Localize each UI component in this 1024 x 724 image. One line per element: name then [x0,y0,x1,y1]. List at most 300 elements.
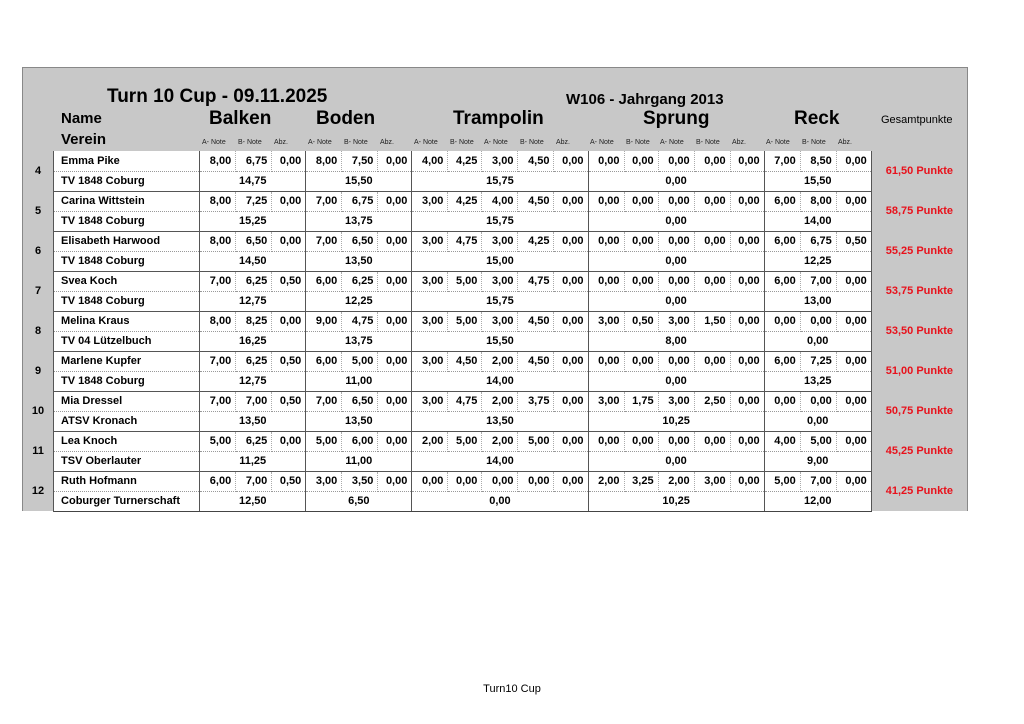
gymnast-club: TV 1848 Coburg [54,211,200,231]
score-cell: 4,50 [518,191,554,211]
apparatus-sum: 8,00 [588,331,764,351]
score-cell: 7,00 [200,391,236,411]
score-cell: 4,50 [448,351,482,371]
score-cell: 0,00 [836,271,871,291]
score-cell: 6,75 [800,231,836,251]
score-cell: 0,50 [272,351,306,371]
score-cell: 6,00 [764,231,800,251]
score-cell: 8,00 [800,191,836,211]
score-cell: 4,50 [518,311,554,331]
score-cell: 3,00 [482,311,518,331]
gymnast-row [23,431,968,451]
score-cell: 8,00 [200,231,236,251]
total-points: 58,75 Punkte [871,191,967,231]
score-cell: 0,00 [378,311,412,331]
score-cell: 8,00 [306,151,342,171]
score-cell: 0,00 [658,151,694,171]
score-cell: 5,00 [800,431,836,451]
score-cell: 3,00 [482,151,518,171]
score-cell: 6,00 [764,191,800,211]
subheader-balken-2: Abz. [274,139,289,146]
gymnast-row [23,311,968,331]
name-column-label: Name [61,110,102,127]
score-cell: 3,00 [482,231,518,251]
apparatus-sum: 14,50 [200,251,306,271]
gymnast-row [23,391,968,411]
score-cell: 0,00 [554,431,588,451]
results-table [22,151,968,512]
score-cell: 6,25 [236,351,272,371]
gymnast-club: Coburger Turnerschaft [54,491,200,511]
score-cell: 6,00 [306,351,342,371]
subheader-balken-1: B- Note [238,139,262,146]
score-cell: 7,00 [800,471,836,491]
score-cell: 7,00 [236,471,272,491]
total-points: 45,25 Punkte [871,431,967,471]
score-cell: 3,25 [624,471,658,491]
apparatus-sum: 15,50 [306,171,412,191]
score-cell: 0,00 [730,471,764,491]
score-cell: 0,00 [800,311,836,331]
rank-cell: 11 [23,431,54,471]
score-cell: 0,00 [694,271,730,291]
score-cell: 7,50 [342,151,378,171]
score-cell: 0,00 [836,311,871,331]
total-points: 53,50 Punkte [871,311,967,351]
score-cell: 0,00 [624,271,658,291]
score-cell: 0,00 [272,231,306,251]
score-cell: 3,00 [658,391,694,411]
score-cell: 0,00 [658,271,694,291]
score-cell: 0,00 [836,431,871,451]
gymnast-row [23,351,968,371]
score-cell: 0,00 [554,391,588,411]
score-cell: 0,00 [378,191,412,211]
subheader-sprung-1: B- Note [626,139,650,146]
gymnast-club: TV 1848 Coburg [54,251,200,271]
score-cell: 3,00 [412,391,448,411]
apparatus-sum: 16,25 [200,331,306,351]
score-cell: 0,50 [272,271,306,291]
apparatus-sprung: Sprung [643,108,710,129]
score-cell: 0,00 [554,311,588,331]
score-cell: 2,00 [482,351,518,371]
score-cell: 0,00 [624,191,658,211]
score-cell: 0,00 [730,431,764,451]
subheader-reck-2: Abz. [838,139,853,146]
score-cell: 4,75 [342,311,378,331]
score-cell: 0,00 [764,311,800,331]
score-cell: 3,00 [306,471,342,491]
total-points: 50,75 Punkte [871,391,967,431]
total-points: 51,00 Punkte [871,351,967,391]
gymnast-row [23,271,968,291]
score-cell: 5,00 [448,271,482,291]
score-cell: 0,00 [624,431,658,451]
score-cell: 0,00 [836,391,871,411]
gymnast-row-club [23,251,968,271]
gymnast-row-club [23,171,968,191]
score-cell: 0,50 [836,231,871,251]
rank-cell: 9 [23,351,54,391]
subheader-sprung-4: Abz. [732,139,747,146]
score-cell: 0,00 [658,351,694,371]
subheader-sprung-0: A- Note [590,139,614,146]
apparatus-sum: 0,00 [764,411,871,431]
apparatus-sum: 14,00 [412,371,588,391]
score-cell: 2,00 [658,471,694,491]
score-cell: 0,00 [764,391,800,411]
score-cell: 3,00 [588,311,624,331]
score-cell: 0,50 [272,471,306,491]
subheader-trampolin-4: Abz. [556,139,571,146]
score-cell: 0,00 [730,191,764,211]
total-points: 61,50 Punkte [871,151,967,191]
score-cell: 6,00 [306,271,342,291]
apparatus-sum: 14,75 [200,171,306,191]
rank-cell: 5 [23,191,54,231]
gymnast-club: TV 04 Lützelbuch [54,331,200,351]
score-cell: 0,00 [624,351,658,371]
score-cell: 3,75 [518,391,554,411]
gymnast-club: ATSV Kronach [54,411,200,431]
apparatus-sum: 0,00 [588,451,764,471]
score-cell: 7,25 [236,191,272,211]
score-cell: 4,25 [518,231,554,251]
score-cell: 0,00 [554,231,588,251]
score-cell: 0,00 [624,231,658,251]
score-cell: 0,00 [378,151,412,171]
gymnast-name: Carina Wittstein [54,191,200,211]
apparatus-sum: 0,00 [588,251,764,271]
apparatus-sum: 12,25 [306,291,412,311]
apparatus-sum: 13,75 [306,331,412,351]
gymnast-row [23,151,968,171]
apparatus-sum: 11,00 [306,371,412,391]
apparatus-sum: 14,00 [412,451,588,471]
gymnast-row [23,231,968,251]
subheader-sprung-3: B- Note [696,139,720,146]
score-cell: 7,00 [306,191,342,211]
score-cell: 7,00 [200,271,236,291]
score-cell: 0,00 [836,151,871,171]
score-cell: 6,25 [236,431,272,451]
score-cell: 0,00 [730,151,764,171]
apparatus-sum: 12,75 [200,291,306,311]
apparatus-sum: 0,00 [764,331,871,351]
total-points: 55,25 Punkte [871,231,967,271]
apparatus-sum: 15,75 [412,291,588,311]
score-cell: 4,00 [764,431,800,451]
score-cell: 4,75 [448,391,482,411]
results-sheet [22,67,968,512]
score-cell: 0,00 [448,471,482,491]
score-cell: 5,00 [306,431,342,451]
sheet-header [22,67,968,151]
score-cell: 3,00 [658,311,694,331]
score-cell: 2,00 [412,431,448,451]
score-cell: 5,00 [342,351,378,371]
score-cell: 0,00 [730,391,764,411]
apparatus-boden: Boden [316,108,376,129]
score-cell: 8,00 [200,311,236,331]
score-cell: 0,00 [588,271,624,291]
score-cell: 4,25 [448,191,482,211]
score-cell: 7,00 [200,351,236,371]
score-cell: 7,00 [306,391,342,411]
rank-cell: 7 [23,271,54,311]
score-cell: 1,50 [694,311,730,331]
apparatus-sum: 10,25 [588,491,764,511]
subheader-boden-1: B- Note [344,139,368,146]
score-cell: 0,00 [272,191,306,211]
score-cell: 3,50 [342,471,378,491]
rank-cell: 8 [23,311,54,351]
score-cell: 0,00 [554,191,588,211]
apparatus-sum: 15,50 [412,331,588,351]
score-cell: 0,00 [658,191,694,211]
score-cell: 0,00 [378,231,412,251]
score-cell: 6,00 [200,471,236,491]
score-cell: 0,00 [378,391,412,411]
score-cell: 6,50 [342,391,378,411]
gymnast-name: Mia Dressel [54,391,200,411]
score-cell: 0,00 [588,191,624,211]
gymnast-name: Svea Koch [54,271,200,291]
score-cell: 3,00 [588,391,624,411]
score-cell: 0,50 [624,311,658,331]
gymnast-name: Lea Knoch [54,431,200,451]
gymnast-name: Marlene Kupfer [54,351,200,371]
rank-cell: 4 [23,151,54,191]
rank-cell: 6 [23,231,54,271]
score-cell: 0,00 [272,311,306,331]
score-cell: 1,75 [624,391,658,411]
apparatus-trampolin: Trampolin [453,108,544,129]
subheader-trampolin-3: B- Note [520,139,544,146]
score-cell: 0,00 [836,471,871,491]
subheader-reck-1: B- Note [802,139,826,146]
score-cell: 4,75 [518,271,554,291]
score-cell: 5,00 [764,471,800,491]
page-footer: Turn10 Cup [483,683,541,695]
apparatus-sum: 0,00 [588,211,764,231]
total-points: 53,75 Punkte [871,271,967,311]
gymnast-name: Melina Kraus [54,311,200,331]
gymnast-club: TV 1848 Coburg [54,171,200,191]
score-cell: 0,00 [694,231,730,251]
score-cell: 5,00 [448,431,482,451]
page-title: Turn 10 Cup - 09.11.2025 [107,86,328,107]
apparatus-balken: Balken [209,108,272,129]
score-cell: 0,00 [588,151,624,171]
score-cell: 7,00 [306,231,342,251]
gymnast-row [23,191,968,211]
apparatus-sum: 9,00 [764,451,871,471]
apparatus-sum: 15,00 [412,251,588,271]
score-cell: 6,25 [342,271,378,291]
score-cell: 8,00 [200,151,236,171]
subheader-boden-0: A- Note [308,139,332,146]
score-cell: 4,75 [448,231,482,251]
apparatus-sum: 15,75 [412,171,588,191]
apparatus-sum: 13,50 [412,411,588,431]
score-cell: 0,00 [482,471,518,491]
score-cell: 5,00 [448,311,482,331]
score-cell: 0,00 [730,311,764,331]
score-cell: 8,25 [236,311,272,331]
score-cell: 4,00 [482,191,518,211]
score-cell: 0,00 [554,351,588,371]
score-cell: 8,00 [200,191,236,211]
score-cell: 0,00 [730,351,764,371]
score-cell: 3,00 [412,231,448,251]
apparatus-sum: 15,75 [412,211,588,231]
rank-cell: 12 [23,471,54,511]
gymnast-club: TV 1848 Coburg [54,371,200,391]
apparatus-sum: 13,75 [306,211,412,231]
gymnast-row-club [23,331,968,351]
subheader-trampolin-2: A- Note [484,139,508,146]
apparatus-sum: 12,25 [764,251,871,271]
apparatus-sum: 0,00 [412,491,588,511]
rank-cell: 10 [23,391,54,431]
score-cell: 0,00 [554,151,588,171]
score-cell: 0,00 [554,271,588,291]
gymnast-name: Emma Pike [54,151,200,171]
score-cell: 7,00 [236,391,272,411]
gymnast-row-club [23,491,968,511]
score-cell: 6,00 [764,271,800,291]
apparatus-sum: 0,00 [588,171,764,191]
score-cell: 7,00 [800,271,836,291]
score-cell: 3,00 [412,311,448,331]
apparatus-sum: 13,50 [200,411,306,431]
score-cell: 3,00 [694,471,730,491]
score-cell: 3,00 [482,271,518,291]
score-cell: 0,00 [836,351,871,371]
gymnast-row-club [23,451,968,471]
category-label: W106 - Jahrgang 2013 [566,91,724,108]
gymnast-row-club [23,411,968,431]
score-cell: 7,25 [800,351,836,371]
score-cell: 2,00 [482,431,518,451]
score-cell: 5,00 [518,431,554,451]
gymnast-name: Elisabeth Harwood [54,231,200,251]
score-cell: 4,25 [448,151,482,171]
apparatus-sum: 11,00 [306,451,412,471]
gymnast-row-club [23,371,968,391]
subheader-boden-2: Abz. [380,139,395,146]
score-cell: 0,00 [378,271,412,291]
apparatus-sum: 0,00 [588,371,764,391]
apparatus-sum: 15,50 [764,171,871,191]
apparatus-sum: 15,25 [200,211,306,231]
score-cell: 4,50 [518,351,554,371]
score-cell: 2,00 [588,471,624,491]
score-cell: 6,00 [342,431,378,451]
score-cell: 0,00 [412,471,448,491]
score-cell: 4,50 [518,151,554,171]
score-cell: 0,00 [378,431,412,451]
score-cell: 0,00 [694,431,730,451]
apparatus-sum: 13,50 [306,251,412,271]
score-cell: 0,00 [378,351,412,371]
score-cell: 0,00 [272,151,306,171]
score-cell: 6,75 [236,151,272,171]
score-cell: 0,00 [378,471,412,491]
gymnast-row-club [23,291,968,311]
score-cell: 0,00 [836,191,871,211]
score-cell: 6,50 [342,231,378,251]
score-cell: 6,50 [236,231,272,251]
score-cell: 0,00 [658,431,694,451]
score-cell: 6,00 [764,351,800,371]
subheader-sprung-2: A- Note [660,139,684,146]
score-cell: 0,00 [518,471,554,491]
score-cell: 8,50 [800,151,836,171]
subheader-balken-0: A- Note [202,139,226,146]
score-cell: 5,00 [200,431,236,451]
score-cell: 3,00 [412,191,448,211]
score-cell: 0,50 [272,391,306,411]
apparatus-sum: 13,00 [764,291,871,311]
club-column-label: Verein [61,131,107,148]
score-cell: 3,00 [412,271,448,291]
apparatus-sum: 6,50 [306,491,412,511]
subheader-reck-0: A- Note [766,139,790,146]
apparatus-sum: 12,75 [200,371,306,391]
score-cell: 0,00 [554,471,588,491]
gymnast-row [23,471,968,491]
apparatus-sum: 14,00 [764,211,871,231]
subheader-trampolin-1: B- Note [450,139,474,146]
score-cell: 0,00 [588,351,624,371]
score-cell: 2,50 [694,391,730,411]
apparatus-sum: 10,25 [588,411,764,431]
apparatus-sum: 0,00 [588,291,764,311]
gymnast-club: TSV Oberlauter [54,451,200,471]
score-cell: 9,00 [306,311,342,331]
apparatus-sum: 12,00 [764,491,871,511]
score-cell: 0,00 [272,431,306,451]
score-cell: 0,00 [694,351,730,371]
apparatus-sum: 13,50 [306,411,412,431]
score-cell: 6,75 [342,191,378,211]
score-cell: 0,00 [730,231,764,251]
gymnast-row-club [23,211,968,231]
apparatus-sum: 11,25 [200,451,306,471]
score-cell: 0,00 [694,151,730,171]
apparatus-sum: 13,25 [764,371,871,391]
score-cell: 0,00 [624,151,658,171]
score-cell: 6,25 [236,271,272,291]
score-cell: 0,00 [588,431,624,451]
score-cell: 3,00 [412,351,448,371]
score-cell: 0,00 [658,231,694,251]
score-cell: 0,00 [694,191,730,211]
score-cell: 0,00 [800,391,836,411]
total-column-label: Gesamtpunkte [881,114,953,126]
score-cell: 4,00 [412,151,448,171]
gymnast-club: TV 1848 Coburg [54,291,200,311]
subheader-trampolin-0: A- Note [414,139,438,146]
total-points: 41,25 Punkte [871,471,967,511]
score-cell: 2,00 [482,391,518,411]
score-cell: 0,00 [588,231,624,251]
score-cell: 0,00 [730,271,764,291]
apparatus-sum: 12,50 [200,491,306,511]
